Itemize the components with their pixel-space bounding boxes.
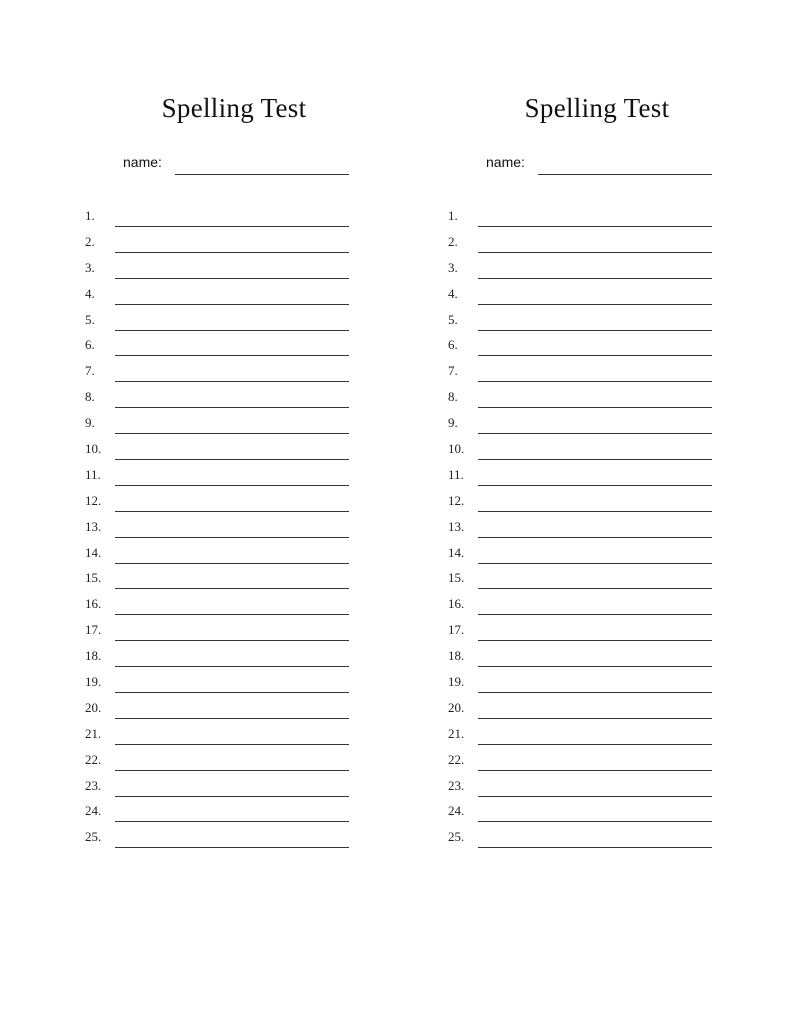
answer-blank-line[interactable]	[115, 433, 349, 434]
name-blank-line[interactable]	[175, 174, 349, 175]
answer-row	[443, 283, 743, 309]
item-number: 20.	[448, 699, 465, 715]
item-number: 17.	[85, 622, 102, 638]
item-number: 3.	[85, 259, 95, 275]
item-number: 11.	[85, 466, 101, 482]
answer-blank-line[interactable]	[478, 640, 712, 641]
item-number: 10.	[448, 441, 465, 457]
item-number: 24.	[448, 803, 465, 819]
answer-blank-line[interactable]	[478, 821, 712, 822]
answer-row	[80, 464, 380, 490]
item-number: 23.	[85, 777, 102, 793]
answer-list	[443, 205, 743, 852]
answer-row	[443, 386, 743, 412]
answer-blank-line[interactable]	[115, 796, 349, 797]
answer-row	[80, 516, 380, 542]
item-number: 17.	[448, 622, 465, 638]
name-field	[123, 154, 353, 178]
answer-blank-line[interactable]	[478, 744, 712, 745]
item-number: 6.	[85, 337, 95, 353]
answer-blank-line[interactable]	[478, 252, 712, 253]
name-blank-line[interactable]	[538, 174, 712, 175]
item-number: 5.	[448, 311, 458, 327]
answer-row	[443, 593, 743, 619]
answer-blank-line[interactable]	[115, 847, 349, 848]
answer-blank-line[interactable]	[115, 407, 349, 408]
answer-row	[443, 516, 743, 542]
item-number: 19.	[448, 674, 465, 690]
item-number: 9.	[85, 415, 95, 431]
answer-blank-line[interactable]	[115, 278, 349, 279]
answer-row	[443, 619, 743, 645]
spelling-test-sheet-right	[443, 0, 743, 1024]
answer-row	[443, 231, 743, 257]
answer-row	[443, 360, 743, 386]
item-number: 4.	[85, 285, 95, 301]
item-number: 13.	[448, 518, 465, 534]
answer-row	[80, 334, 380, 360]
answer-blank-line[interactable]	[478, 563, 712, 564]
answer-blank-line[interactable]	[478, 278, 712, 279]
answer-blank-line[interactable]	[478, 537, 712, 538]
answer-blank-line[interactable]	[115, 718, 349, 719]
answer-row	[80, 749, 380, 775]
item-number: 14.	[85, 544, 102, 560]
answer-row	[80, 542, 380, 568]
answer-blank-line[interactable]	[478, 355, 712, 356]
answer-blank-line[interactable]	[115, 588, 349, 589]
answer-row	[80, 360, 380, 386]
item-number: 19.	[85, 674, 102, 690]
answer-blank-line[interactable]	[115, 537, 349, 538]
answer-row	[443, 775, 743, 801]
answer-row	[80, 309, 380, 335]
answer-blank-line[interactable]	[115, 304, 349, 305]
item-number: 25.	[85, 829, 102, 845]
answer-row	[80, 231, 380, 257]
answer-blank-line[interactable]	[115, 226, 349, 227]
answer-blank-line[interactable]	[115, 563, 349, 564]
answer-blank-line[interactable]	[478, 304, 712, 305]
answer-row	[80, 619, 380, 645]
answer-blank-line[interactable]	[478, 330, 712, 331]
answer-row	[80, 257, 380, 283]
item-number: 23.	[448, 777, 465, 793]
answer-row	[443, 697, 743, 723]
answer-blank-line[interactable]	[478, 796, 712, 797]
answer-blank-line[interactable]	[478, 459, 712, 460]
answer-blank-line[interactable]	[478, 847, 712, 848]
item-number: 21.	[85, 725, 102, 741]
item-number: 9.	[448, 415, 458, 431]
answer-blank-line[interactable]	[478, 770, 712, 771]
name-label: name:	[123, 154, 162, 170]
answer-blank-line[interactable]	[478, 588, 712, 589]
answer-blank-line[interactable]	[478, 614, 712, 615]
answer-row	[443, 800, 743, 826]
answer-blank-line[interactable]	[115, 330, 349, 331]
answer-row	[80, 438, 380, 464]
name-field	[486, 154, 716, 178]
item-number: 1.	[448, 208, 458, 223]
answer-row	[443, 205, 743, 231]
item-number: 18.	[85, 648, 102, 664]
answer-blank-line[interactable]	[478, 692, 712, 693]
answer-row	[443, 490, 743, 516]
answer-row	[80, 775, 380, 801]
item-number: 24.	[85, 803, 102, 819]
answer-blank-line[interactable]	[478, 226, 712, 227]
answer-blank-line[interactable]	[115, 692, 349, 693]
answer-row	[80, 800, 380, 826]
answer-row	[443, 542, 743, 568]
answer-blank-line[interactable]	[115, 252, 349, 253]
answer-blank-line[interactable]	[478, 381, 712, 382]
answer-row	[443, 412, 743, 438]
spelling-test-sheet-left	[80, 0, 380, 1024]
answer-row	[80, 283, 380, 309]
item-number: 3.	[448, 259, 458, 275]
answer-blank-line[interactable]	[115, 459, 349, 460]
answer-list	[80, 205, 380, 852]
item-number: 25.	[448, 829, 465, 845]
answer-row	[443, 723, 743, 749]
item-number: 18.	[448, 648, 465, 664]
answer-blank-line[interactable]	[115, 821, 349, 822]
answer-blank-line[interactable]	[478, 407, 712, 408]
item-number: 20.	[85, 699, 102, 715]
item-number: 13.	[85, 518, 102, 534]
item-number: 12.	[85, 492, 102, 508]
answer-blank-line[interactable]	[478, 433, 712, 434]
item-number: 21.	[448, 725, 465, 741]
answer-blank-line[interactable]	[478, 666, 712, 667]
item-number: 15.	[85, 570, 102, 586]
item-number: 22.	[448, 751, 465, 767]
answer-row	[443, 464, 743, 490]
item-number: 4.	[448, 285, 458, 301]
item-number: 6.	[448, 337, 458, 353]
item-number: 7.	[85, 363, 95, 379]
item-number: 14.	[448, 544, 465, 560]
name-label: name:	[486, 154, 525, 170]
answer-blank-line[interactable]	[115, 355, 349, 356]
answer-row	[80, 490, 380, 516]
answer-row	[443, 438, 743, 464]
item-number: 16.	[85, 596, 102, 612]
item-number: 10.	[85, 441, 102, 457]
answer-row	[443, 567, 743, 593]
item-number: 7.	[448, 363, 458, 379]
sheet-title: Spelling Test	[161, 93, 307, 123]
answer-row	[80, 386, 380, 412]
item-number: 2.	[85, 233, 95, 249]
answer-row	[443, 257, 743, 283]
item-number: 2.	[448, 233, 458, 249]
answer-blank-line[interactable]	[115, 666, 349, 667]
item-number: 1.	[85, 208, 95, 223]
answer-blank-line[interactable]	[478, 718, 712, 719]
answer-row	[80, 645, 380, 671]
answer-blank-line[interactable]	[115, 511, 349, 512]
answer-row	[80, 697, 380, 723]
item-number: 8.	[448, 389, 458, 405]
answer-blank-line[interactable]	[115, 381, 349, 382]
item-number: 8.	[85, 389, 95, 405]
answer-row	[80, 412, 380, 438]
answer-row	[443, 749, 743, 775]
item-number: 5.	[85, 311, 95, 327]
answer-row	[80, 671, 380, 697]
answer-row	[443, 645, 743, 671]
answer-row	[443, 309, 743, 335]
answer-row	[80, 567, 380, 593]
item-number: 12.	[448, 492, 465, 508]
answer-blank-line[interactable]	[115, 614, 349, 615]
answer-blank-line[interactable]	[115, 485, 349, 486]
item-number: 15.	[448, 570, 465, 586]
answer-row	[80, 826, 380, 852]
answer-blank-line[interactable]	[115, 744, 349, 745]
sheet-title: Spelling Test	[524, 93, 670, 123]
answer-blank-line[interactable]	[478, 511, 712, 512]
answer-row	[80, 205, 380, 231]
item-number: 16.	[448, 596, 465, 612]
answer-row	[80, 723, 380, 749]
answer-row	[443, 671, 743, 697]
item-number: 11.	[448, 466, 464, 482]
answer-row	[443, 826, 743, 852]
answer-blank-line[interactable]	[115, 770, 349, 771]
answer-row	[80, 593, 380, 619]
answer-blank-line[interactable]	[115, 640, 349, 641]
item-number: 22.	[85, 751, 102, 767]
answer-row	[443, 334, 743, 360]
answer-blank-line[interactable]	[478, 485, 712, 486]
